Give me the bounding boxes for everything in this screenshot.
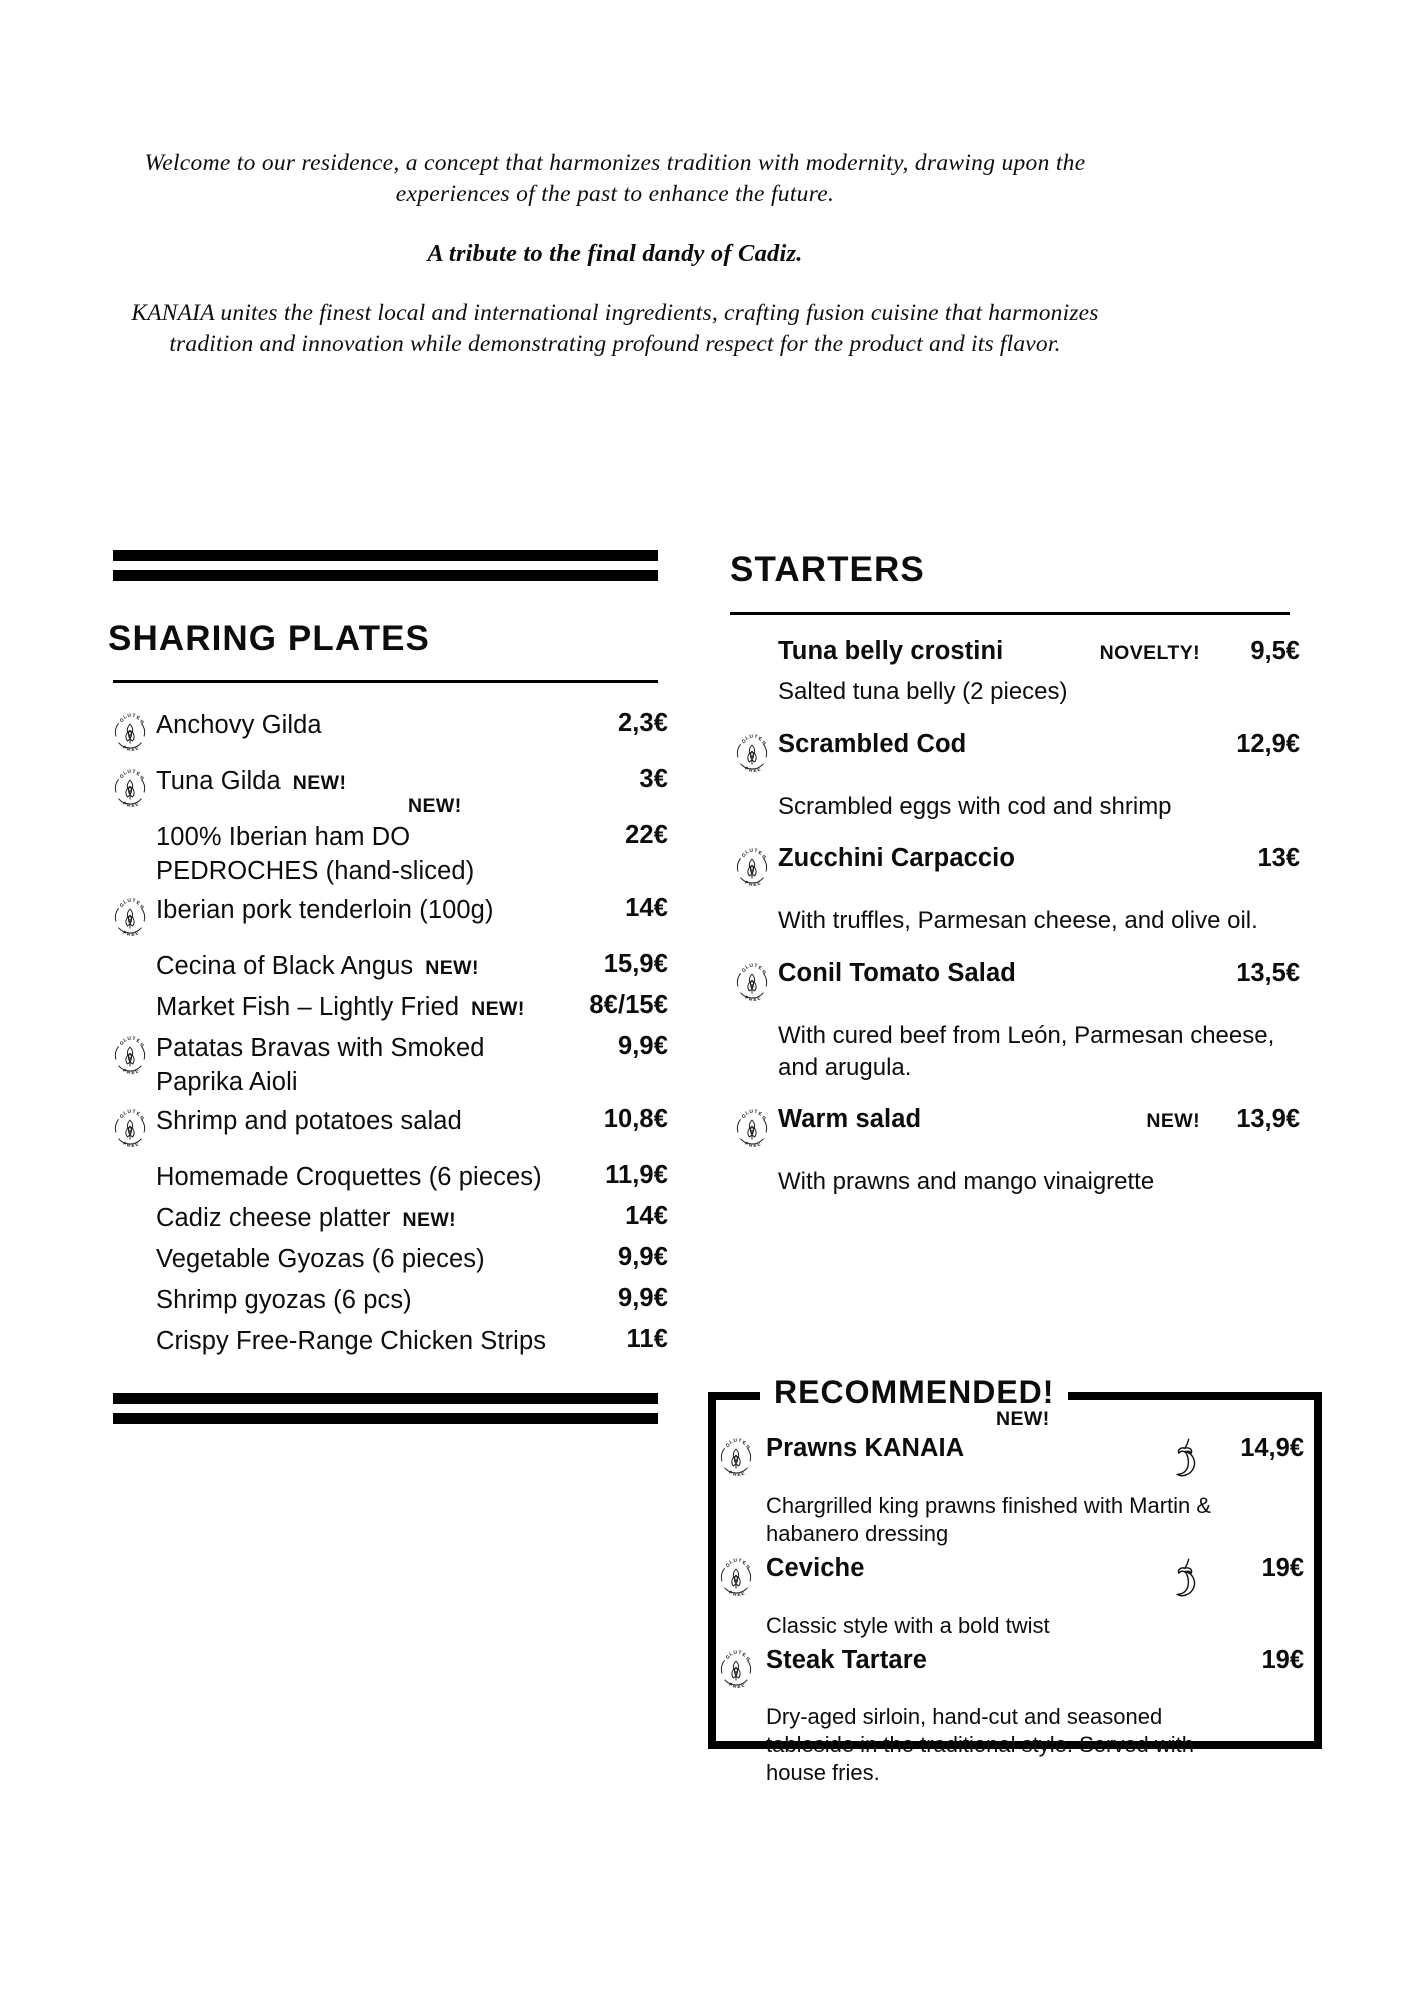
top-double-rule <box>113 550 658 581</box>
sharing-plate-name: Patatas Bravas with Smoked Paprika Aioli <box>156 1033 485 1096</box>
svg-text:L: L <box>729 1559 734 1566</box>
sharing-plate-row <box>108 1105 668 1156</box>
svg-text:E: E <box>740 1471 746 1478</box>
gluten-free-slot <box>108 1325 156 1327</box>
starter-name: Scrambled Cod <box>778 729 967 758</box>
sharing-plates-title-rule <box>113 680 658 683</box>
starter-badge: NEW! <box>1146 1110 1200 1133</box>
spicy-slot <box>1170 1646 1222 1647</box>
sharing-plate-price: 8€/15€ <box>589 990 668 1019</box>
sharing-plate-row <box>108 1202 668 1238</box>
gluten-free-slot <box>730 730 778 781</box>
recommended-price: 19€ <box>1261 1645 1304 1674</box>
rule-bar <box>113 1413 658 1424</box>
gluten-free-slot <box>108 894 156 945</box>
svg-text:E: E <box>741 1440 747 1447</box>
svg-text:R: R <box>747 767 753 774</box>
svg-text:L: L <box>123 714 128 721</box>
svg-text:G: G <box>725 1654 732 1661</box>
sharing-plate-name: Market Fish – Lightly Fried <box>156 992 460 1021</box>
sharing-plate-name: Homemade Croquettes (6 pieces) <box>156 1162 542 1191</box>
sharing-plate-name: Shrimp and potatoes salad <box>156 1106 462 1135</box>
gluten-free-slot <box>108 821 156 823</box>
sharing-plate-price: 9,9€ <box>617 1283 668 1312</box>
chili-pepper-icon <box>1170 1555 1222 1606</box>
svg-text:G: G <box>725 1562 732 1569</box>
recommended-head <box>714 1646 1304 1697</box>
gluten-free-slot <box>730 844 778 895</box>
intro-tribute-text: A tribute to the final dandy of Cadiz. <box>427 240 803 268</box>
recommended-price: 19€ <box>1261 1553 1304 1582</box>
svg-text:U: U <box>733 1438 738 1445</box>
sharing-plate-name-wrap <box>156 1161 580 1195</box>
gluten-free-slot <box>730 637 778 639</box>
svg-text:E: E <box>134 931 140 937</box>
gluten-free-badge-icon <box>714 1648 766 1697</box>
recommended-item <box>714 1554 1304 1640</box>
svg-text:E: E <box>135 715 141 722</box>
svg-text:E: E <box>753 998 757 1004</box>
starter-description: Salted tuna belly (2 pieces) <box>778 678 1068 705</box>
svg-text:F: F <box>727 1470 733 1477</box>
svg-text:E: E <box>134 746 140 753</box>
sharing-plate-price: 10,8€ <box>603 1104 668 1133</box>
sharing-plate-name: Cecina of Black Angus <box>156 951 414 980</box>
svg-text:N: N <box>744 1444 751 1451</box>
svg-text:L: L <box>123 1110 128 1117</box>
new-badge: NEW! <box>425 956 479 979</box>
recommended-list <box>708 1408 1322 1793</box>
svg-text:L: L <box>123 770 128 777</box>
sharing-plate-row <box>108 1243 668 1279</box>
starter-price: 9,5€ <box>1250 637 1300 665</box>
starter-head <box>730 637 1300 666</box>
starter-item <box>730 1105 1300 1198</box>
svg-text:T: T <box>131 769 136 776</box>
svg-text:E: E <box>131 932 135 938</box>
gluten-free-slot <box>108 1243 156 1245</box>
svg-text:T: T <box>737 1438 742 1445</box>
svg-text:F: F <box>743 880 749 887</box>
starter-item <box>730 730 1300 823</box>
gluten-free-badge-icon <box>108 711 156 760</box>
sharing-plate-price: 9,9€ <box>617 1242 668 1271</box>
sharing-plate-name-wrap <box>156 991 580 1025</box>
starters-title: STARTERS <box>730 550 925 589</box>
sharing-plate-row <box>108 894 668 945</box>
svg-text:E: E <box>756 766 762 773</box>
starter-name: Tuna belly crostini <box>778 637 1004 665</box>
svg-text:T: T <box>131 1109 136 1115</box>
svg-text:U: U <box>127 1109 132 1115</box>
sharing-plate-name-wrap <box>156 821 580 889</box>
svg-text:G: G <box>741 853 748 860</box>
svg-text:E: E <box>757 736 763 743</box>
recommended-description: Chargrilled king prawns finished with Martin & habanero dressing <box>766 1493 1212 1546</box>
svg-text:E: E <box>757 1112 763 1118</box>
svg-text:R: R <box>125 803 131 810</box>
intro-lead-text: Welcome to our residence, a concept that harmonizes tradition with modernity, drawing upon the experiences of the past to enhance the future. <box>144 150 1086 208</box>
starter-head <box>730 1105 1300 1156</box>
svg-text:E: E <box>134 802 140 809</box>
svg-text:F: F <box>121 930 127 937</box>
svg-text:G: G <box>119 1040 126 1047</box>
gluten-free-badge-icon <box>730 732 778 781</box>
svg-text:E: E <box>756 996 762 1003</box>
svg-text:E: E <box>131 804 135 810</box>
starter-description: With cured beef from León, Parmesan cheese, and arugula. <box>778 1022 1275 1081</box>
svg-text:N: N <box>138 1115 145 1122</box>
svg-text:R: R <box>125 932 131 938</box>
svg-text:E: E <box>756 1142 762 1149</box>
sharing-plate-row <box>108 1284 668 1320</box>
gluten-free-badge-icon <box>730 846 778 895</box>
new-badge: NEW! <box>408 795 462 817</box>
sharing-plate-row <box>108 1325 668 1361</box>
starter-name: Zucchini Carpaccio <box>778 844 1016 873</box>
svg-text:E: E <box>131 1070 135 1076</box>
svg-text:T: T <box>753 734 758 740</box>
svg-text:N: N <box>760 740 767 747</box>
svg-text:E: E <box>135 771 141 778</box>
svg-text:E: E <box>737 1684 741 1690</box>
sharing-plate-price: 14€ <box>625 893 668 922</box>
svg-text:E: E <box>737 1473 741 1479</box>
starter-name: Warm salad <box>778 1105 922 1134</box>
sharing-plate-name: Shrimp gyozas (6 pcs) <box>156 1285 412 1314</box>
svg-text:R: R <box>747 1143 753 1150</box>
svg-text:N: N <box>744 1564 751 1571</box>
svg-text:R: R <box>125 1070 131 1076</box>
gluten-free-slot <box>108 1202 156 1204</box>
svg-text:R: R <box>731 1684 737 1690</box>
svg-text:L: L <box>745 1111 750 1118</box>
bottom-double-rule <box>113 1393 658 1424</box>
sharing-plate-name: Iberian pork tenderloin (100g) <box>156 895 494 924</box>
gluten-free-badge-icon <box>714 1436 766 1485</box>
gluten-free-badge-icon <box>108 896 156 945</box>
rule-bar <box>113 550 658 561</box>
recommended-price: 14,9€ <box>1240 1434 1304 1462</box>
sharing-plate-name: 100% Iberian ham DO PEDROCHES (hand-sliced) <box>156 823 475 885</box>
sharing-plate-name-wrap <box>156 1032 580 1100</box>
svg-text:T: T <box>753 1110 758 1116</box>
recommended-item <box>714 1646 1304 1787</box>
gluten-free-slot <box>714 1554 766 1605</box>
starter-price: 13,9€ <box>1236 1105 1300 1134</box>
sharing-plate-name-wrap <box>156 1284 580 1318</box>
starter-badge: NOVELTY! <box>1099 642 1200 664</box>
svg-text:N: N <box>760 854 767 862</box>
sharing-plate-row <box>108 765 668 816</box>
gluten-free-slot <box>108 1032 156 1083</box>
svg-text:F: F <box>743 995 749 1002</box>
svg-text:U: U <box>749 848 754 855</box>
svg-text:E: E <box>753 1144 757 1150</box>
gluten-free-slot <box>730 1105 778 1156</box>
gluten-free-slot <box>108 950 156 952</box>
svg-text:R: R <box>747 882 753 889</box>
sharing-plate-price: 22€ <box>625 821 668 849</box>
sharing-plate-price: 9,9€ <box>617 1031 668 1060</box>
svg-text:N: N <box>760 969 767 976</box>
svg-text:E: E <box>753 768 757 774</box>
svg-text:F: F <box>121 1068 127 1075</box>
gluten-free-slot <box>714 1434 766 1485</box>
rule-bar <box>113 570 658 581</box>
svg-text:N: N <box>744 1656 751 1663</box>
svg-text:L: L <box>123 1037 128 1044</box>
svg-text:E: E <box>131 1143 135 1149</box>
intro-block <box>110 148 1120 360</box>
starter-description: Scrambled eggs with cod and shrimp <box>778 792 1172 820</box>
gluten-free-slot <box>108 709 156 760</box>
svg-text:U: U <box>733 1650 738 1656</box>
svg-text:R: R <box>731 1472 737 1479</box>
svg-text:N: N <box>138 904 145 911</box>
starter-head <box>730 844 1300 895</box>
sharing-plate-row <box>108 950 668 986</box>
recommended-head <box>714 1408 1304 1486</box>
svg-text:E: E <box>740 1591 746 1597</box>
svg-text:G: G <box>119 902 126 909</box>
svg-text:T: T <box>131 898 136 904</box>
gluten-free-badge-icon <box>714 1556 766 1605</box>
svg-text:U: U <box>749 1109 754 1116</box>
starter-name: Conil Tomato Salad <box>778 959 1016 988</box>
svg-text:G: G <box>119 773 126 781</box>
svg-text:L: L <box>745 735 750 742</box>
starter-head <box>730 730 1300 781</box>
starters-title-rule <box>730 612 1290 615</box>
sharing-plate-price: 14€ <box>625 1201 668 1230</box>
svg-text:E: E <box>135 1111 141 1118</box>
svg-text:T: T <box>737 1558 742 1564</box>
svg-text:T: T <box>753 963 758 970</box>
sharing-plate-price: 11,9€ <box>605 1160 668 1189</box>
svg-text:E: E <box>737 1592 741 1598</box>
svg-text:F: F <box>121 745 127 752</box>
sharing-plate-price: 15,9€ <box>603 949 668 978</box>
svg-text:G: G <box>119 1113 126 1120</box>
sharing-plate-name-wrap <box>156 950 580 984</box>
gluten-free-slot <box>730 959 778 1010</box>
sharing-plate-name-wrap <box>156 1325 580 1359</box>
rule-bar <box>113 1393 658 1404</box>
gluten-free-badge-icon <box>108 1107 156 1156</box>
sharing-plate-name-wrap <box>156 1243 580 1277</box>
spicy-slot <box>1170 1434 1222 1486</box>
svg-text:T: T <box>753 849 758 855</box>
sharing-plate-name: Cadiz cheese platter <box>156 1203 391 1232</box>
recommended-title: RECOMMENDED! <box>760 1366 1068 1418</box>
svg-text:E: E <box>757 965 763 972</box>
sharing-plate-name: Anchovy Gilda <box>156 711 322 739</box>
svg-text:E: E <box>753 883 757 889</box>
new-badge: NEW! <box>402 1208 457 1231</box>
svg-text:N: N <box>138 775 145 782</box>
svg-text:E: E <box>135 900 141 907</box>
sharing-plate-name-wrap <box>156 709 580 743</box>
gluten-free-badge-icon <box>108 767 156 816</box>
sharing-plate-price: 3€ <box>639 765 668 793</box>
sharing-plate-name-wrap <box>156 894 580 928</box>
starter-price: 12,9€ <box>1236 729 1300 758</box>
starter-item <box>730 637 1300 708</box>
svg-text:E: E <box>756 881 762 888</box>
svg-text:G: G <box>119 717 126 725</box>
svg-text:L: L <box>123 899 128 906</box>
starters-list <box>730 637 1300 1198</box>
svg-text:G: G <box>741 738 748 745</box>
starter-head <box>730 959 1300 1010</box>
new-badge: NEW! <box>292 772 347 794</box>
sharing-plate-name: Crispy Free-Range Chicken Strips <box>156 1326 547 1355</box>
svg-text:R: R <box>747 997 753 1004</box>
svg-text:U: U <box>127 1036 132 1042</box>
starter-item <box>730 959 1300 1083</box>
svg-text:N: N <box>138 719 145 726</box>
new-badge: NEW! <box>471 997 525 1020</box>
svg-text:E: E <box>131 748 135 754</box>
svg-text:R: R <box>125 747 131 754</box>
gluten-free-slot <box>108 1161 156 1163</box>
starter-item <box>730 844 1300 937</box>
recommended-section <box>708 1374 1322 1785</box>
svg-text:E: E <box>134 1069 140 1075</box>
svg-text:R: R <box>731 1592 737 1599</box>
spicy-slot <box>1170 1554 1222 1606</box>
svg-text:E: E <box>134 1141 140 1148</box>
recommended-head <box>714 1554 1304 1606</box>
starter-price: 13€ <box>1257 844 1300 873</box>
svg-text:G: G <box>741 967 748 975</box>
chili-pepper-icon <box>1170 1435 1222 1486</box>
svg-text:E: E <box>740 1683 746 1689</box>
sharing-plates-title: SHARING PLATES <box>108 619 430 658</box>
gluten-free-slot <box>108 1284 156 1286</box>
svg-text:U: U <box>749 963 754 970</box>
gluten-free-slot <box>108 1105 156 1156</box>
svg-text:G: G <box>725 1442 732 1450</box>
sharing-plate-name-wrap <box>156 765 580 799</box>
gluten-free-badge-icon <box>108 1034 156 1083</box>
gluten-free-slot <box>108 991 156 993</box>
svg-text:U: U <box>127 898 132 904</box>
recommended-name: Steak Tartare <box>766 1645 927 1674</box>
svg-text:G: G <box>741 1114 748 1121</box>
svg-text:F: F <box>727 1590 733 1597</box>
svg-text:U: U <box>733 1558 738 1565</box>
recommended-name: Prawns KANAIA <box>766 1434 965 1462</box>
recommended-description: Classic style with a bold twist <box>766 1612 1050 1638</box>
svg-text:F: F <box>743 766 749 772</box>
svg-text:L: L <box>729 1651 734 1658</box>
gluten-free-slot <box>108 765 156 816</box>
svg-text:F: F <box>121 801 127 808</box>
recommended-description: Dry-aged sirloin, hand-cut and seasoned tableside in the traditional style. Served with house fries. <box>766 1703 1195 1785</box>
svg-text:E: E <box>741 1560 747 1567</box>
svg-text:N: N <box>760 1115 767 1123</box>
svg-text:F: F <box>121 1141 127 1147</box>
sharing-plate-price: 2,3€ <box>617 709 668 737</box>
svg-text:E: E <box>757 851 763 857</box>
new-badge: NEW! <box>996 1408 1050 1430</box>
svg-text:T: T <box>131 1036 136 1042</box>
svg-text:U: U <box>127 713 132 720</box>
sharing-plate-name-wrap <box>156 1105 580 1139</box>
starter-description: With prawns and mango vinaigrette <box>778 1168 1155 1196</box>
sharing-plates-column <box>108 550 668 1424</box>
sharing-plate-row <box>108 1161 668 1197</box>
sharing-plate-name: Tuna Gilda <box>156 767 281 795</box>
svg-text:E: E <box>741 1652 747 1659</box>
svg-text:L: L <box>745 964 750 971</box>
svg-text:L: L <box>745 850 750 857</box>
starter-price: 13,5€ <box>1236 959 1300 988</box>
sharing-plate-row <box>108 795 668 889</box>
svg-text:T: T <box>737 1650 742 1656</box>
svg-text:E: E <box>135 1038 141 1045</box>
gluten-free-badge-icon <box>730 1107 778 1156</box>
svg-text:F: F <box>743 1141 749 1148</box>
starter-description: With truffles, Parmesan cheese, and olive oil. <box>778 907 1258 935</box>
starters-column <box>730 550 1300 1198</box>
sharing-plates-list <box>108 709 668 1361</box>
svg-text:T: T <box>131 713 136 720</box>
svg-text:F: F <box>727 1682 733 1689</box>
svg-text:N: N <box>138 1042 145 1049</box>
sharing-plate-row <box>108 1032 668 1100</box>
sharing-plate-name: Vegetable Gyozas (6 pieces) <box>156 1244 485 1273</box>
svg-text:U: U <box>749 734 754 740</box>
sharing-plate-price: 11€ <box>626 1324 668 1353</box>
intro-body-text: KANAIA unites the finest local and international ingredients, crafting fusion cuisine that harmonizes tradition and innovation while demonstrating profound respect for the product and its flavor. <box>131 300 1099 358</box>
sharing-plate-row <box>108 709 668 760</box>
recommended-item <box>714 1408 1304 1548</box>
sharing-plate-row <box>108 991 668 1027</box>
sharing-plate-name-wrap <box>156 1202 580 1236</box>
svg-text:U: U <box>127 769 132 776</box>
svg-text:L: L <box>729 1439 734 1446</box>
gluten-free-slot <box>714 1646 766 1697</box>
svg-text:R: R <box>125 1142 131 1149</box>
recommended-name: Ceviche <box>766 1553 865 1582</box>
gluten-free-badge-icon <box>730 961 778 1010</box>
